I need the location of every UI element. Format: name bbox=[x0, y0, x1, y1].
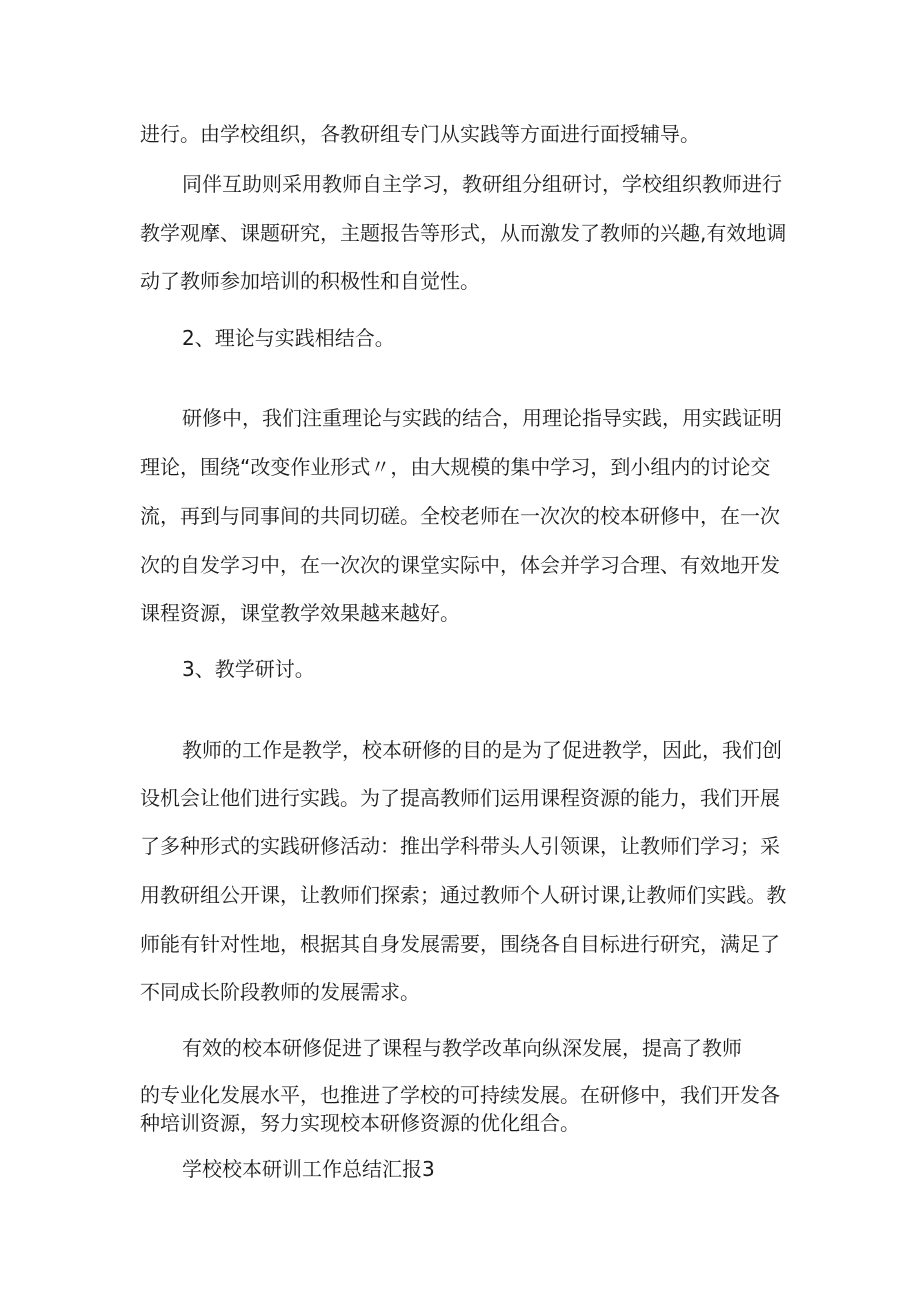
paragraph-line: 不同成长阶段教师的发展需求。 bbox=[140, 980, 420, 1004]
paragraph-line: 教师的工作是教学，校本研修的目的是为了促进教学，因此，我们创 bbox=[182, 738, 782, 762]
paragraph-line: 了多种形式的实践研修活动：推出学科带头人引领课，让教师们学习；采 bbox=[140, 834, 780, 858]
paragraph-line: 同伴互助则采用教师自主学习，教研组分组研讨，学校组织教师进行 bbox=[182, 172, 782, 196]
paragraph-line: 教学观摩、课题研究，主题报告等形式，从而激发了教师的兴趣,有效地调 bbox=[140, 221, 787, 245]
paragraph-line: 次的自发学习中，在一次次的课堂实际中，体会并学习合理、有效地开发 bbox=[140, 553, 780, 577]
paragraph-line: 研修中，我们注重理论与实践的结合，用理论指导实践，用实践证明 bbox=[182, 406, 782, 430]
section-title: 学校校本研训工作总结汇报3 bbox=[182, 1157, 435, 1181]
section-heading: 3、教学研讨。 bbox=[182, 657, 315, 681]
paragraph-line: 设机会让他们进行实践。为了提高教师们运用课程资源的能力，我们开展 bbox=[140, 786, 780, 810]
paragraph-line: 动了教师参加培训的积极性和自觉性。 bbox=[140, 269, 480, 293]
paragraph-line: 用教研组公开课，让教师们探索；通过教师个人研讨课,让教师们实践。教 bbox=[140, 883, 787, 907]
paragraph-line: 的专业化发展水平，也推进了学校的可持续发展。在研修中，我们开发各 bbox=[140, 1083, 780, 1107]
paragraph-line: 进行。由学校组织，各教研组专门从实践等方面进行面授辅导。 bbox=[140, 122, 700, 146]
section-heading: 2、理论与实践相结合。 bbox=[182, 326, 395, 350]
paragraph-line: 有效的校本研修促进了课程与教学改革向纵深发展，提高了教师 bbox=[182, 1036, 742, 1060]
paragraph-line: 种培训资源，努力实现校本研修资源的优化组合。 bbox=[140, 1111, 580, 1135]
paragraph-line: 流，再到与同事间的共同切磋。全校老师在一次次的校本研修中，在一次 bbox=[140, 504, 780, 528]
paragraph-line: 课程资源，课堂教学效果越来越好。 bbox=[140, 601, 460, 625]
paragraph-line: 师能有针对性地，根据其自身发展需要，围绕各自目标进行研究，满足了 bbox=[140, 932, 780, 956]
paragraph-line: 理论，围绕“改变作业形式〃，由大规模的集中学习，到小组内的讨论交 bbox=[140, 455, 771, 479]
